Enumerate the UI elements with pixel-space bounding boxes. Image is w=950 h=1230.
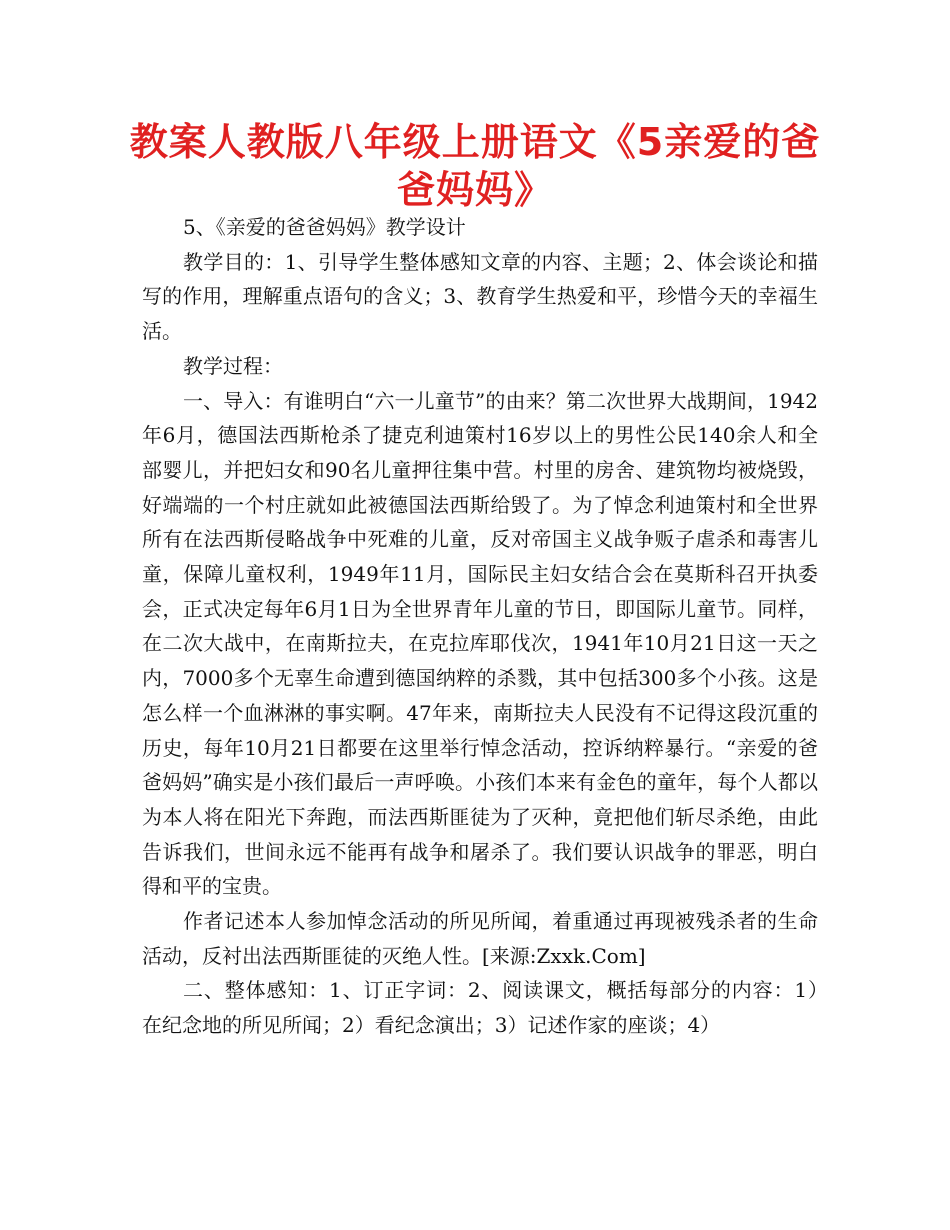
introduction-paragraph: 一、导入：有谁明白“六一儿童节”的由来？第二次世界大战期间，1942年6月，德国法西斯枪杀了捷克利迪策村16岁以上的男性公民140余人和全部婴儿，并把妇女和90名儿童押往集中营。村里的房舍、建筑物均被烧毁，好端端的一个村庄就如此被德国法西斯给毁了。为了悼念利迪策村和全世界所有在法西斯侵略战争中死难的儿童，反对帝国主义战争贩子虐杀和毒害儿童，保障儿童权利，1949年11月，国际民主妇女结合会在莫斯科召开执委会，正式决定每年6月1日为全世界青年儿童的节日，即国际儿童节。同样，在二次大战中，在南斯拉夫，在克拉库耶伐次，1941年10月21日这一天之内，7000多个无辜生命遭到德国纳粹的杀戮，其中包括300多个小孩。这是怎么样一个血淋淋的事实啊。47年来，南斯拉夫人民没有不记得这段沉重的历史，每年10月21日都要在这里举行悼念活动，控诉纳粹暴行。“亲爱的爸爸妈妈”确实是小孩们最后一声呼唤。小孩们本来有金色的童年，每个人都以为本人将在阳光下奔跑，而法西斯匪徒为了灭种，竟把他们斩尽杀绝，由此告诉我们，世间永远不能再有战争和屠杀了。我们要认识战争的罪恶，明白得和平的宝贵。 — [142, 388, 818, 899]
document-body — [142, 210, 838, 1043]
subtitle-paragraph: 5、《亲爱的爸爸妈妈》教学设计 — [183, 215, 466, 239]
author-paragraph: 作者记述本人参加悼念活动的所见所闻，着重通过再现被残杀者的生命活动，反衬出法西斯匪徒的灭绝人性。[来源:Zxxk.Com] — [142, 909, 818, 968]
document-title: 教案人教版八年级上册语文《5亲爱的爸爸妈妈》 — [129, 120, 821, 212]
objectives-paragraph: 教学目的：1、引导学生整体感知文章的内容、主题；2、体会谈论和描写的作用，理解重点语句的含义；3、教育学生热爱和平，珍惜今天的幸福生活。 — [142, 249, 818, 344]
overview-paragraph: 二、整体感知：1、订正字词：2、阅读课文，概括每部分的内容：1） 在纪念地的所见所闻；2）看纪念演出；3）记述作家的座谈；4） — [142, 978, 838, 1038]
process-heading: 教学过程： — [183, 353, 283, 378]
